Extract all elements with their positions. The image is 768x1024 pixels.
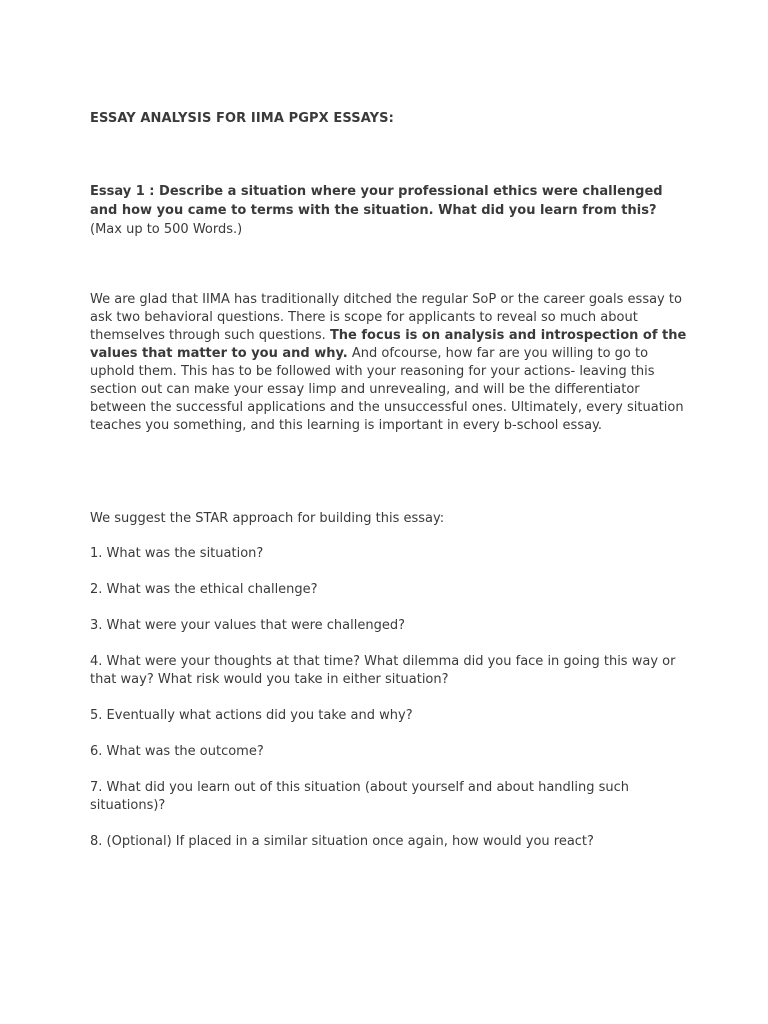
list-item: 2. What was the ethical challenge? bbox=[90, 582, 318, 597]
list-item: 5. Eventually what actions did you take and why? bbox=[90, 708, 413, 723]
list-item: 3. What were your values that were challenged? bbox=[90, 618, 405, 633]
intro-emphasis: The focus is on analysis and introspection of the values that matter to you and why. bbox=[90, 328, 687, 361]
list-item: 1. What was the situation? bbox=[90, 546, 264, 561]
intro-text-part1: We are glad that IIMA has traditionally ditched the regular SoP or the career goals essay to ask two behavioral questions. There is scope for applicants to reveal so much about themselves through such questions. bbox=[90, 292, 682, 343]
list-item: 4. What were your thoughts at that time? What dilemma did you face in going this way or that way? What risk would you take in either situation? bbox=[90, 654, 676, 687]
star-question-list bbox=[90, 545, 680, 869]
intro-text-part2: And ofcourse, how far are you willing to go to uphold them. This has to be followed with your reasoning for your actions- leaving this section out can make your essay limp and unrevealing, and will be the differentiator between the successful applications and the unsuccessful ones. Ultimately, every situation teaches you something, and this learning is important in every b-school essay. bbox=[90, 346, 684, 433]
star-approach-intro: We suggest the STAR approach for building this essay: bbox=[90, 511, 445, 526]
list-item: 6. What was the outcome? bbox=[90, 744, 264, 759]
intro-paragraph bbox=[90, 291, 688, 435]
essay-question: Essay 1 : Describe a situation where your professional ethics were challenged and how you came to terms with the situation. What did you learn from this? bbox=[90, 184, 663, 218]
list-item: 7. What did you learn out of this situation (about yourself and about handling such situations)? bbox=[90, 780, 630, 813]
document-title: ESSAY ANALYSIS FOR IIMA PGPX ESSAYS: bbox=[90, 111, 394, 126]
word-limit-note: (Max up to 500 Words.) bbox=[90, 222, 243, 237]
essay-prompt bbox=[90, 182, 680, 239]
list-item: 8. (Optional) If placed in a similar situation once again, how would you react? bbox=[90, 834, 594, 849]
